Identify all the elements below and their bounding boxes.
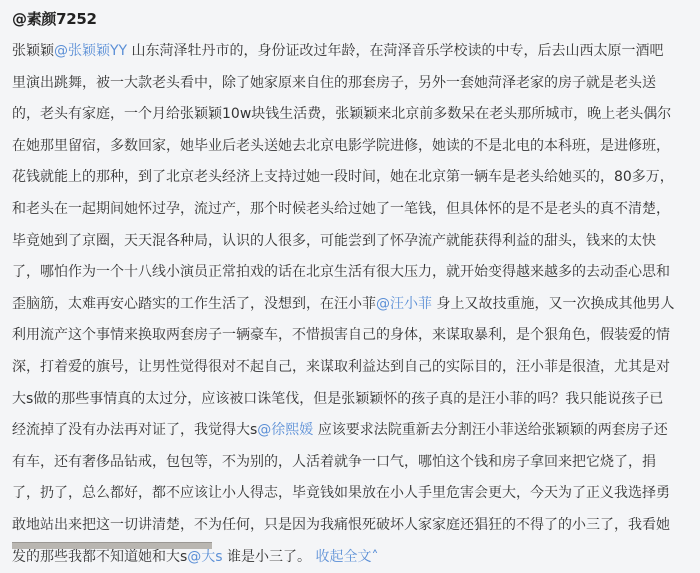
post-text-line [12,162,688,194]
chevron-up-icon: ˄ [372,549,379,565]
post-text-line [12,478,688,510]
post-text: 有车，还有奢侈品钻戒，包包等，不为别的，人活着就争一口气，哪怕这个钱和房子拿回来把它烧了，捐 [12,454,656,470]
post-text-line [12,415,688,447]
post-text: 和老头在一起期间她怀过孕，流过产，那个时候老头给过她了一笔钱，但具体怀的是不是老头的真不清楚， [12,201,670,217]
post-text: 经流掉了没有办法再对证了，我觉得大s [12,422,257,438]
post-text-line [12,510,688,542]
post-text-line [12,68,688,100]
post-text: 了，哪怕作为一个十八线小演员正常拍戏的话在北京生活有很大压力，就开始变得越来越多的去动歪心思和 [12,264,670,280]
post-text: 里演出跳舞，被一大款老头看中，除了她家原来自住的那套房子，另外一套她菏泽老家的房子就是老头送 [12,75,656,91]
post-body [12,36,688,573]
post-text: 在她那里留宿，多数回家，她毕业后老头送她去北京电影学院进修，她读的不是北电的本科班，是进修班， [12,138,670,154]
post-text: 发的那些我都不知道她和大s [12,549,187,565]
post-text: 花钱就能上的那种，到了北京老头经济上支持过她一段时间，她在北京第一辆车是老头给她买的，80多万， [12,169,674,185]
post-text-line [12,320,688,352]
post-text-line [12,257,688,289]
post-text-line [12,384,688,416]
mention-link[interactable]: @大s [187,549,222,565]
mention-link[interactable]: @汪小菲 [376,296,432,312]
post-text: 张颖颖 [12,43,54,59]
collapse-full-text-button[interactable] [316,549,379,565]
post-text: 毕竟她到了京圈，天天混各种局，认识的人很多，可能尝到了怀孕流产就能获得利益的甜头，钱来的太快 [12,233,656,249]
post-text: 山东菏泽牡丹市的，身份证改过年龄，在菏泽音乐学校读的中专，后去山西太原一酒吧 [127,43,663,59]
post-text: 歪脑筋，太难再安心踏实的工作生活了，没想到，在汪小菲 [12,296,376,312]
post-text: 身上又故技重施，又一次换成其他男人 [432,296,674,312]
post-text: 敢地站出来把这一切讲清楚，不为任何，只是因为我痛恨死破坏人家家庭还猖狂的不得了的小三了，我看她 [12,517,670,533]
post-text: 利用流产这个事情来换取两套房子一辆豪车，不惜损害自己的身体，来谋取暴利，是个狠角色，假装爱的情 [12,327,670,343]
post-text: 了，扔了，总么都好，都不应该让小人得志，毕竟钱如果放在小人手里危害会更大，今天为了正义我选择勇 [12,485,670,501]
post-text-line [12,99,688,131]
post-text: 大s做的那些事情真的太过分，应该被口诛笔伐，但是张颖颖怀的孩子真的是汪小菲的吗？我只能说孩子已 [12,391,663,407]
post-text-line [12,36,688,68]
post-author[interactable]: @素颜7252 [12,8,688,30]
post-text-line [12,194,688,226]
mention-link[interactable]: @徐熙媛 [257,422,313,438]
collapse-label: 收起全文 [316,549,372,565]
post-text-line [12,226,688,258]
mention-link[interactable]: @张颖颖YY [54,43,127,59]
post-text: 的，老头有家庭，一个月给张颖颖10w块钱生活费，张颖颖来北京前多数呆在老头那所城市，晚上老头偶尔 [12,106,671,122]
post-text: 深，打着爱的旗号，让男性觉得很对不起自己，来谋取利益达到自己的实际目的，汪小菲是很渣，尤其是对 [12,359,670,375]
post-text: 谁是小三了。 [223,549,316,565]
post-text-line [12,447,688,479]
post-text-line [12,352,688,384]
post-text: 应该要求法院重新去分割汪小菲送给张颖颖的两套房子还 [313,422,667,438]
post-text-line [12,131,688,163]
post-text-line [12,289,688,321]
